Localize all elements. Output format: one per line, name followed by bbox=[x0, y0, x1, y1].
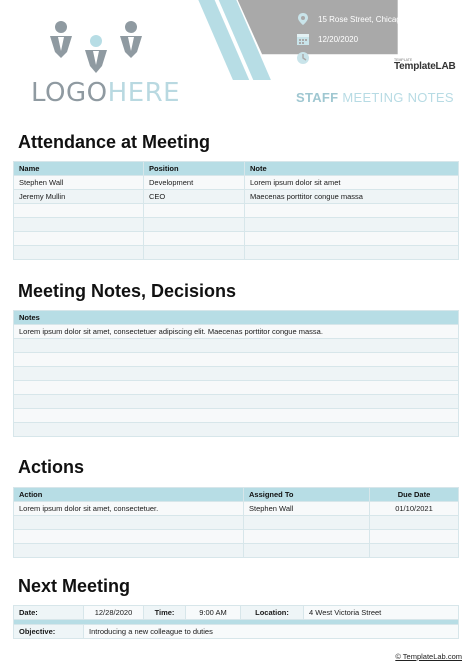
cell[interactable] bbox=[14, 367, 459, 381]
cell[interactable] bbox=[245, 246, 459, 260]
date-label: Date: bbox=[14, 606, 84, 620]
cell[interactable]: Maecenas porttitor congue massa bbox=[245, 190, 459, 204]
footer-link[interactable]: © TemplateLab.com bbox=[395, 652, 462, 661]
cell[interactable]: CEO bbox=[144, 190, 245, 204]
next-meeting-row-1 bbox=[14, 606, 459, 620]
time-row bbox=[296, 49, 352, 67]
next-meeting-heading: Next Meeting bbox=[18, 576, 131, 596]
cell[interactable] bbox=[144, 232, 245, 246]
calendar-icon bbox=[296, 32, 310, 46]
address-text: 15 Rose Street, Chicago bbox=[318, 14, 406, 24]
time-text: 09:00 AM bbox=[318, 53, 352, 63]
cell[interactable] bbox=[14, 246, 144, 260]
cell[interactable] bbox=[14, 409, 459, 423]
table-row bbox=[14, 502, 459, 516]
date-text: 12/20/2020 bbox=[318, 34, 359, 44]
meeting-objective[interactable]: Introducing a new colleague to duties bbox=[84, 625, 459, 639]
meeting-date[interactable]: 12/28/2020 bbox=[84, 606, 144, 620]
actions-heading: Actions bbox=[18, 457, 85, 477]
col-assigned-to: Assigned To bbox=[244, 488, 370, 502]
logo-part1: LOGO bbox=[31, 78, 108, 108]
table-row bbox=[14, 232, 459, 246]
table-row bbox=[14, 381, 459, 395]
cell[interactable] bbox=[14, 530, 244, 544]
cell[interactable] bbox=[370, 516, 459, 530]
table-row bbox=[14, 353, 459, 367]
time-label: Time: bbox=[144, 606, 186, 620]
meeting-time[interactable]: 9:00 AM bbox=[186, 606, 241, 620]
document-title bbox=[296, 90, 454, 105]
table-row bbox=[14, 190, 459, 204]
logo-text bbox=[31, 78, 180, 108]
cell[interactable] bbox=[244, 530, 370, 544]
cell[interactable]: Development bbox=[144, 176, 245, 190]
table-row bbox=[14, 204, 459, 218]
logo-people-icon bbox=[48, 20, 148, 80]
cell[interactable] bbox=[144, 218, 245, 232]
header bbox=[0, 0, 474, 118]
col-position: Position bbox=[144, 162, 245, 176]
next-meeting-table bbox=[13, 605, 459, 639]
cell[interactable] bbox=[14, 516, 244, 530]
title-bold: STAFF bbox=[296, 90, 339, 105]
cell[interactable]: 01/10/2021 bbox=[370, 502, 459, 516]
logo-part2: HERE bbox=[107, 78, 181, 108]
cell[interactable] bbox=[245, 232, 459, 246]
table-row bbox=[14, 530, 459, 544]
col-due-date: Due Date bbox=[370, 488, 459, 502]
cell[interactable]: Jeremy Mullin bbox=[14, 190, 144, 204]
cell[interactable]: Lorem ipsum dolor sit amet bbox=[245, 176, 459, 190]
col-notes: Notes bbox=[14, 311, 459, 325]
cell[interactable] bbox=[144, 204, 245, 218]
cell[interactable] bbox=[370, 530, 459, 544]
col-action: Action bbox=[14, 488, 244, 502]
table-row bbox=[14, 423, 459, 437]
table-row bbox=[14, 218, 459, 232]
cell[interactable]: Stephen Wall bbox=[14, 176, 144, 190]
cell[interactable] bbox=[14, 218, 144, 232]
table-row bbox=[14, 367, 459, 381]
cell[interactable] bbox=[244, 544, 370, 558]
cell[interactable]: Lorem ipsum dolor sit amet, consectetuer. bbox=[14, 502, 244, 516]
table-row bbox=[14, 176, 459, 190]
cell[interactable] bbox=[14, 232, 144, 246]
cell[interactable]: Lorem ipsum dolor sit amet, consectetuer adipiscing elit. Maecenas porttitor congue massa. bbox=[14, 325, 459, 339]
attendance-heading: Attendance at Meeting bbox=[18, 132, 211, 152]
cell[interactable] bbox=[244, 516, 370, 530]
cell[interactable] bbox=[14, 395, 459, 409]
cell[interactable] bbox=[14, 353, 459, 367]
cell[interactable]: Stephen Wall bbox=[244, 502, 370, 516]
cell[interactable] bbox=[14, 423, 459, 437]
cell[interactable] bbox=[245, 204, 459, 218]
table-row bbox=[14, 516, 459, 530]
table-row bbox=[14, 395, 459, 409]
cell[interactable] bbox=[14, 339, 459, 353]
address-row bbox=[296, 10, 405, 28]
cell[interactable] bbox=[14, 544, 244, 558]
actions-table bbox=[13, 487, 459, 558]
table-row bbox=[14, 544, 459, 558]
attendance-table bbox=[13, 161, 459, 260]
next-meeting-row-2 bbox=[14, 625, 459, 639]
cell[interactable] bbox=[14, 204, 144, 218]
col-note: Note bbox=[245, 162, 459, 176]
cell[interactable] bbox=[144, 246, 245, 260]
objective-label: Objective: bbox=[14, 625, 84, 639]
location-pin-icon bbox=[296, 12, 310, 26]
meeting-location[interactable]: 4 West Victoria Street bbox=[304, 606, 459, 620]
table-row bbox=[14, 409, 459, 423]
title-rest: MEETING NOTES bbox=[342, 90, 454, 105]
notes-heading: Meeting Notes, Decisions bbox=[18, 281, 237, 301]
table-row bbox=[14, 325, 459, 339]
location-label: Location: bbox=[241, 606, 304, 620]
cell[interactable] bbox=[370, 544, 459, 558]
cell[interactable] bbox=[14, 381, 459, 395]
table-row bbox=[14, 339, 459, 353]
cell[interactable] bbox=[245, 218, 459, 232]
col-name: Name bbox=[14, 162, 144, 176]
table-row bbox=[14, 246, 459, 260]
templatelab-logo: TemplateLAB bbox=[394, 61, 456, 72]
notes-table bbox=[13, 310, 459, 437]
templatelab-small-text: TEMPLATE bbox=[394, 58, 413, 62]
clock-icon bbox=[296, 51, 310, 65]
date-row bbox=[296, 30, 358, 48]
